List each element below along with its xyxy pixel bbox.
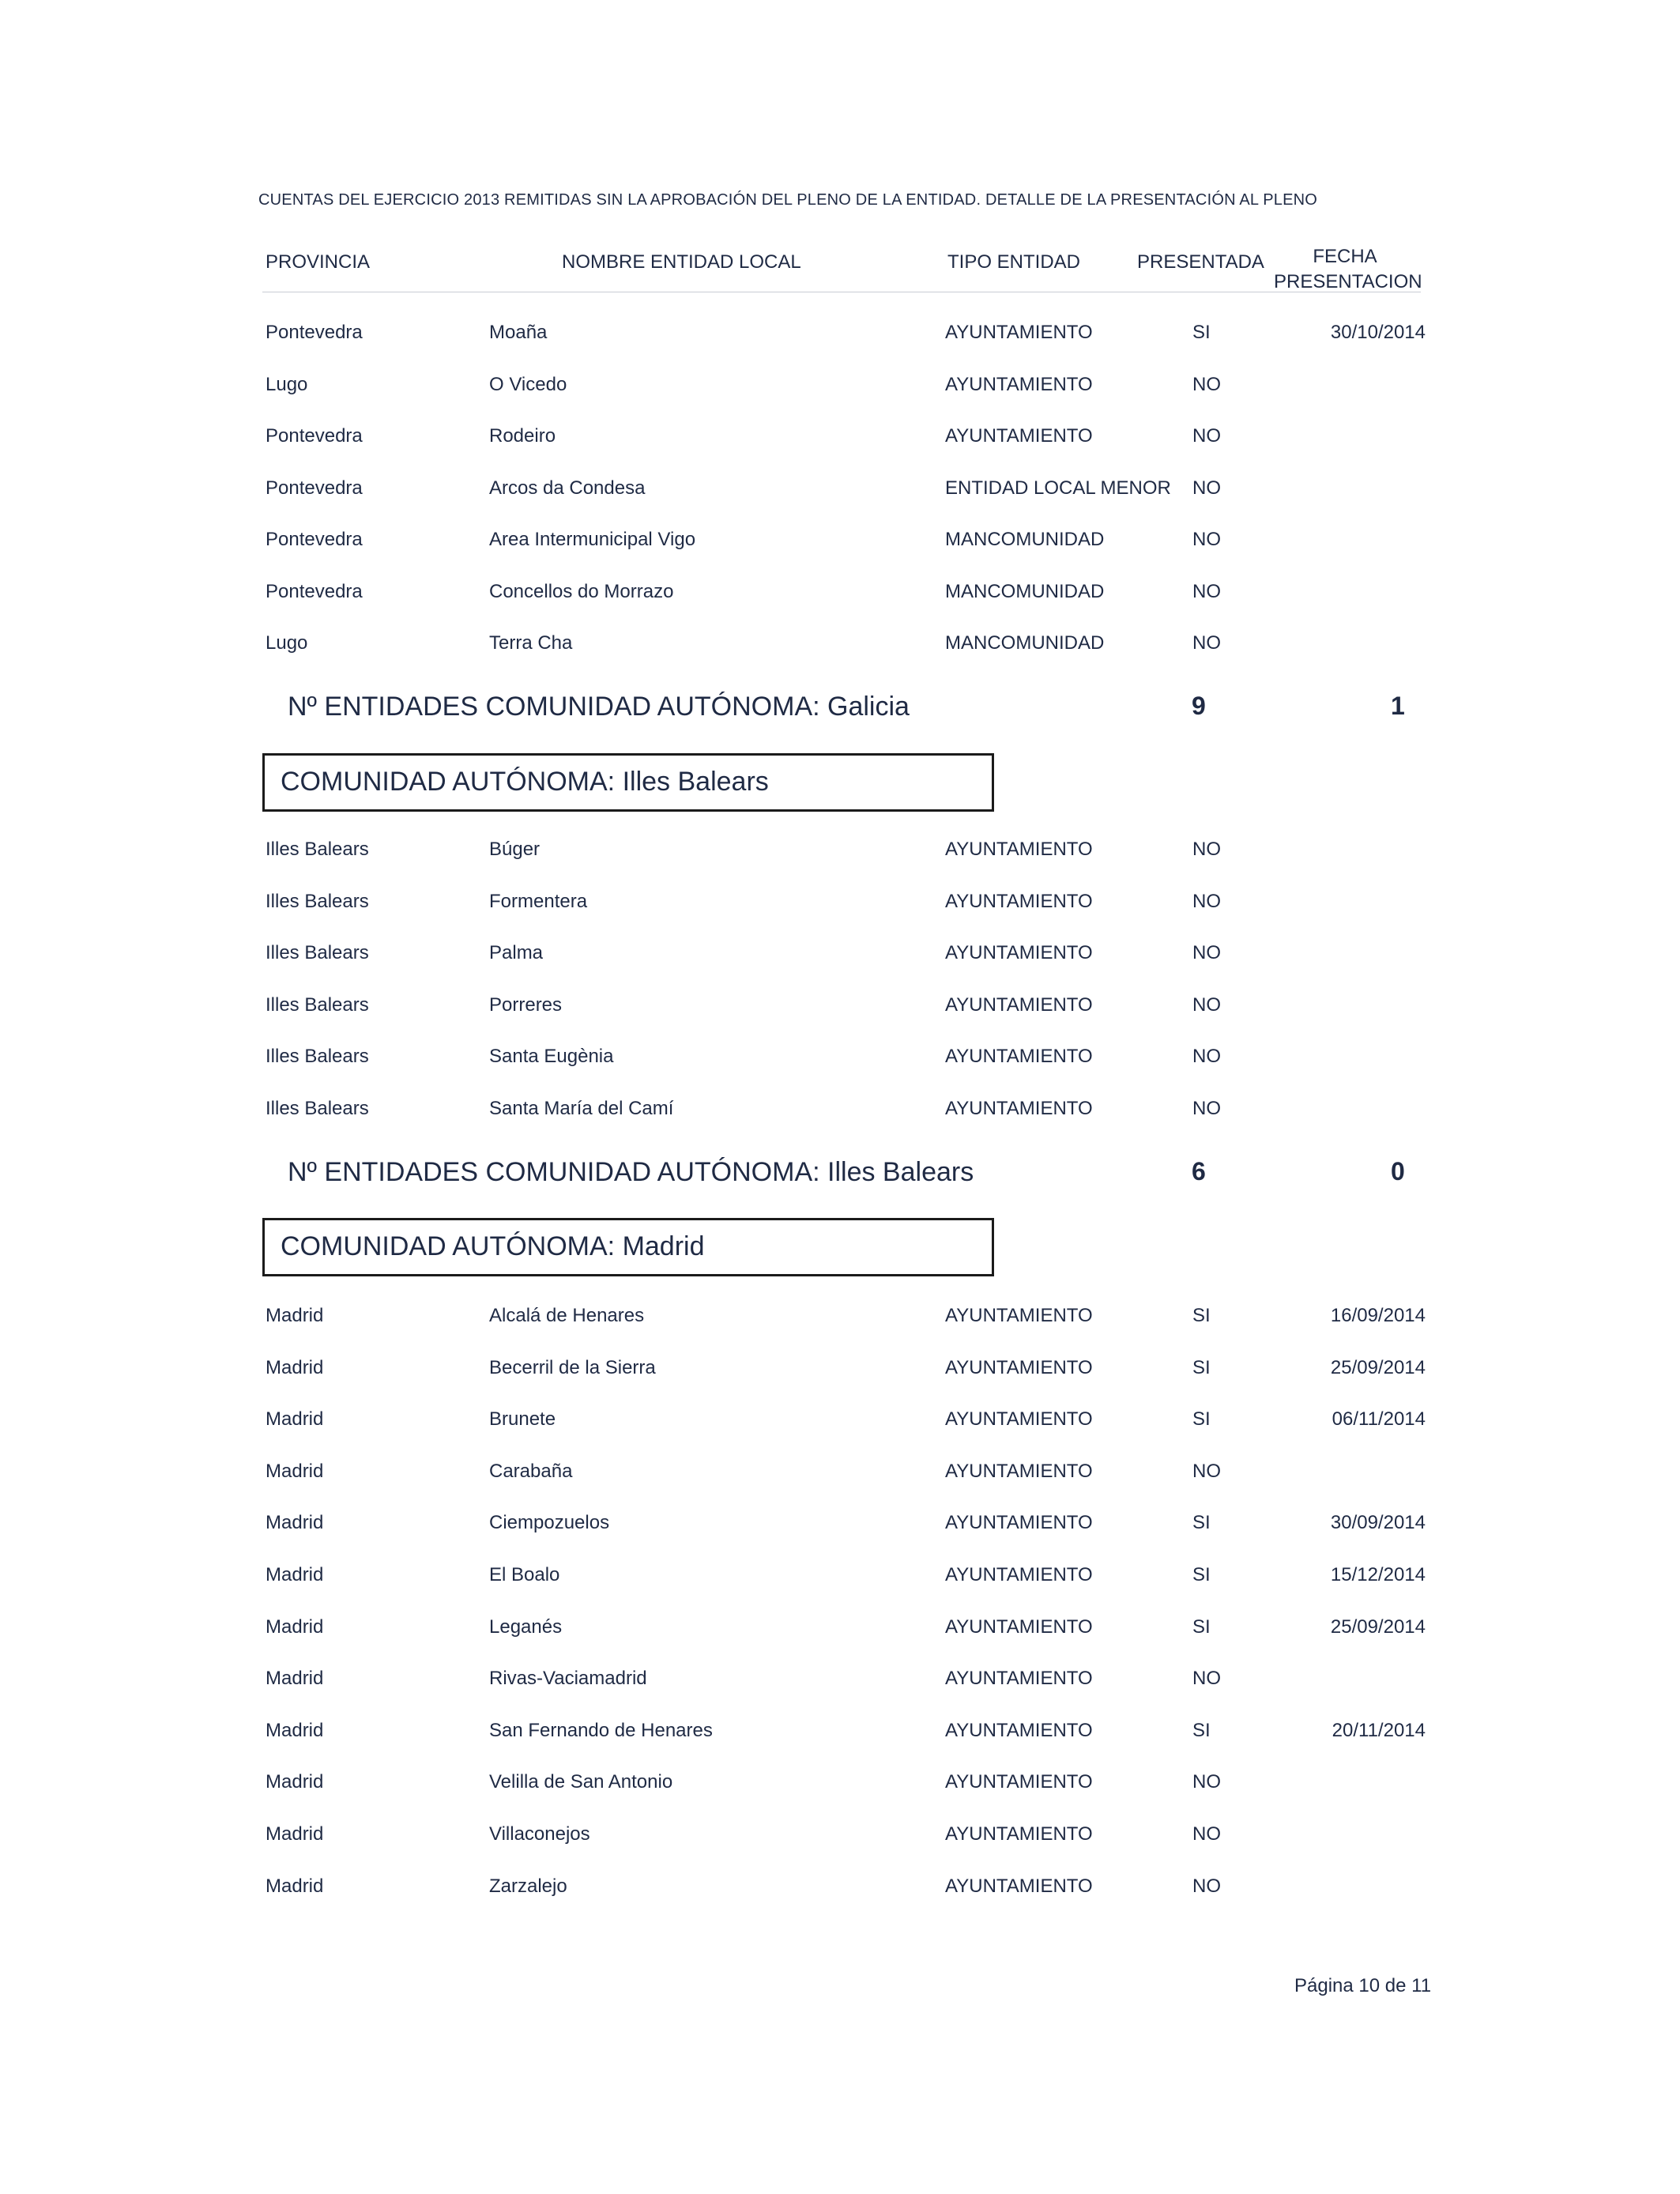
cell-nombre: Villaconejos [489, 1823, 590, 1845]
table-row [0, 1616, 1680, 1648]
cell-fecha: 25/09/2014 [1330, 1615, 1426, 1638]
cell-tipo: AYUNTAMIENTO [945, 1771, 1093, 1793]
cell-provincia: Pontevedra [266, 425, 363, 447]
cell-provincia: Illes Balears [266, 942, 369, 964]
cell-tipo: AYUNTAMIENTO [945, 993, 1093, 1016]
cell-nombre: Porreres [489, 993, 563, 1016]
cell-nombre: Area Intermunicipal Vigo [489, 529, 696, 550]
table-row [0, 425, 1680, 457]
cell-tipo: AYUNTAMIENTO [945, 1564, 1093, 1585]
cell-provincia: Madrid [266, 1719, 324, 1741]
cell-tipo: AYUNTAMIENTO [945, 425, 1093, 447]
table-row [0, 322, 1680, 353]
cell-tipo: AYUNTAMIENTO [945, 1719, 1093, 1741]
cell-tipo: MANCOMUNIDAD [945, 529, 1105, 550]
cell-presentada: SI [1192, 1356, 1211, 1378]
cell-provincia: Madrid [266, 1512, 324, 1534]
table-row [0, 1305, 1680, 1336]
section-title-madrid: COMUNIDAD AUTÓNOMA: Madrid [281, 1231, 705, 1261]
table-row [0, 1823, 1680, 1855]
cell-provincia: Pontevedra [266, 322, 363, 343]
cell-presentada: SI [1192, 322, 1211, 343]
cell-provincia: Pontevedra [266, 477, 363, 499]
cell-presentada: NO [1192, 529, 1221, 550]
cell-presentada: NO [1192, 632, 1221, 654]
cell-provincia: Illes Balears [266, 890, 369, 912]
cell-provincia: Madrid [266, 1771, 324, 1793]
cell-nombre: Leganés [489, 1615, 563, 1638]
cell-nombre: Carabaña [489, 1460, 573, 1482]
cell-nombre: Zarzalejo [489, 1875, 567, 1897]
cell-presentada: NO [1192, 1875, 1221, 1897]
column-header-nombre: NOMBRE ENTIDAD LOCAL [562, 251, 801, 273]
cell-nombre: Ciempozuelos [489, 1512, 610, 1534]
cell-provincia: Pontevedra [266, 580, 363, 602]
cell-tipo: AYUNTAMIENTO [945, 1408, 1093, 1431]
cell-presentada: NO [1192, 839, 1221, 860]
cell-nombre: Alcalá de Henares [489, 1305, 645, 1326]
cell-fecha: 16/09/2014 [1330, 1305, 1426, 1326]
cell-provincia: Illes Balears [266, 1098, 369, 1119]
table-row [0, 891, 1680, 922]
cell-presentada: SI [1192, 1512, 1211, 1534]
galicia-total-label: Nº ENTIDADES COMUNIDAD AUTÓNOMA: Galicia [288, 692, 910, 722]
baleares-total-label: Nº ENTIDADES COMUNIDAD AUTÓNOMA: Illes Balears [288, 1157, 974, 1187]
table-row [0, 1720, 1680, 1751]
table-row [0, 1512, 1680, 1544]
cell-provincia: Madrid [266, 1615, 324, 1638]
cell-tipo: AYUNTAMIENTO [945, 1046, 1093, 1068]
table-row [0, 994, 1680, 1026]
table-row [0, 477, 1680, 509]
cell-nombre: El Boalo [489, 1564, 560, 1585]
cell-provincia: Madrid [266, 1823, 324, 1845]
column-header-fecha-line1: FECHA [1313, 246, 1377, 267]
cell-nombre: Moaña [489, 322, 548, 343]
cell-presentada: NO [1192, 993, 1221, 1016]
galicia-total-count: 9 [1192, 692, 1206, 720]
cell-provincia: Illes Balears [266, 993, 369, 1016]
cell-provincia: Madrid [266, 1564, 324, 1585]
cell-provincia: Madrid [266, 1305, 324, 1326]
cell-tipo: AYUNTAMIENTO [945, 1098, 1093, 1119]
cell-nombre: Becerril de la Sierra [489, 1356, 656, 1378]
table-row [0, 1461, 1680, 1492]
column-header-fecha [1274, 244, 1422, 295]
table-row [0, 1357, 1680, 1389]
table-row [0, 1046, 1680, 1077]
cell-nombre: Palma [489, 942, 544, 964]
baleares-total [0, 1157, 1680, 1197]
cell-nombre: O Vicedo [489, 373, 567, 395]
table-row [0, 374, 1680, 405]
cell-fecha: 30/10/2014 [1330, 322, 1426, 343]
cell-fecha: 15/12/2014 [1330, 1564, 1426, 1585]
cell-tipo: AYUNTAMIENTO [945, 1875, 1093, 1897]
section-box-baleares [262, 753, 994, 812]
cell-nombre: Formentera [489, 890, 588, 912]
cell-provincia: Madrid [266, 1668, 324, 1690]
cell-tipo: AYUNTAMIENTO [945, 1668, 1093, 1690]
galicia-total-presentadas: 1 [1391, 692, 1405, 720]
cell-presentada: SI [1192, 1305, 1211, 1326]
cell-nombre: Santa María del Camí [489, 1098, 674, 1119]
cell-tipo: MANCOMUNIDAD [945, 632, 1105, 654]
cell-nombre: Concellos do Morrazo [489, 580, 674, 602]
cell-provincia: Madrid [266, 1460, 324, 1482]
cell-fecha: 30/09/2014 [1330, 1512, 1426, 1534]
cell-provincia: Lugo [266, 373, 308, 395]
cell-presentada: SI [1192, 1408, 1211, 1431]
table-row [0, 1875, 1680, 1907]
cell-presentada: NO [1192, 425, 1221, 447]
table-row [0, 942, 1680, 974]
cell-presentada: NO [1192, 942, 1221, 964]
table-row [0, 839, 1680, 870]
cell-presentada: NO [1192, 1460, 1221, 1482]
table-row [0, 529, 1680, 560]
page-number: Página 10 de 11 [1294, 1975, 1432, 1996]
table-row [0, 1098, 1680, 1129]
cell-nombre: Rivas-Vaciamadrid [489, 1668, 647, 1690]
cell-presentada: NO [1192, 477, 1221, 499]
cell-tipo: ENTIDAD LOCAL MENOR [945, 477, 1171, 499]
cell-presentada: SI [1192, 1564, 1211, 1585]
cell-tipo: MANCOMUNIDAD [945, 580, 1105, 602]
baleares-total-count: 6 [1192, 1157, 1206, 1186]
column-header-presentada: PRESENTADA [1137, 251, 1264, 273]
cell-provincia: Madrid [266, 1356, 324, 1378]
cell-tipo: AYUNTAMIENTO [945, 322, 1093, 343]
galicia-total [0, 692, 1680, 731]
cell-nombre: Santa Eugènia [489, 1046, 614, 1068]
cell-tipo: AYUNTAMIENTO [945, 839, 1093, 860]
cell-presentada: NO [1192, 373, 1221, 395]
cell-provincia: Madrid [266, 1408, 324, 1431]
cell-provincia: Lugo [266, 632, 308, 654]
cell-nombre: Brunete [489, 1408, 556, 1431]
cell-nombre: Búger [489, 839, 541, 860]
cell-fecha: 25/09/2014 [1330, 1356, 1426, 1378]
cell-presentada: NO [1192, 1823, 1221, 1845]
document-title: CUENTAS DEL EJERCICIO 2013 REMITIDAS SIN LA APROBACIÓN DEL PLENO DE LA ENTIDAD. DETALLE DE LA PRESENTACIÓN AL PLENO [258, 191, 1318, 209]
section-title-baleares: COMUNIDAD AUTÓNOMA: Illes Balears [281, 767, 769, 797]
table-row [0, 632, 1680, 664]
cell-tipo: AYUNTAMIENTO [945, 373, 1093, 395]
cell-presentada: NO [1192, 1668, 1221, 1690]
cell-nombre: Terra Cha [489, 632, 573, 654]
cell-tipo: AYUNTAMIENTO [945, 890, 1093, 912]
cell-presentada: NO [1192, 1771, 1221, 1793]
column-header-tipo: TIPO ENTIDAD [947, 251, 1081, 273]
cell-presentada: SI [1192, 1719, 1211, 1741]
cell-nombre: Rodeiro [489, 425, 556, 447]
cell-tipo: AYUNTAMIENTO [945, 1460, 1093, 1482]
cell-presentada: NO [1192, 1046, 1221, 1068]
cell-fecha: 06/11/2014 [1332, 1408, 1426, 1431]
cell-tipo: AYUNTAMIENTO [945, 1615, 1093, 1638]
table-row [0, 1408, 1680, 1440]
cell-presentada: NO [1192, 1098, 1221, 1119]
cell-presentada: NO [1192, 580, 1221, 602]
cell-nombre: Arcos da Condesa [489, 477, 646, 499]
table-row [0, 1771, 1680, 1803]
cell-fecha: 20/11/2014 [1332, 1719, 1426, 1741]
cell-tipo: AYUNTAMIENTO [945, 1512, 1093, 1534]
table-row [0, 581, 1680, 613]
table-row [0, 1564, 1680, 1596]
cell-provincia: Illes Balears [266, 839, 369, 860]
cell-nombre: San Fernando de Henares [489, 1719, 713, 1741]
baleares-total-presentadas: 0 [1391, 1157, 1405, 1186]
cell-provincia: Madrid [266, 1875, 324, 1897]
cell-tipo: AYUNTAMIENTO [945, 1356, 1093, 1378]
table-row [0, 1668, 1680, 1699]
column-header-provincia: PROVINCIA [266, 251, 371, 273]
cell-presentada: NO [1192, 890, 1221, 912]
cell-tipo: AYUNTAMIENTO [945, 942, 1093, 964]
cell-provincia: Illes Balears [266, 1046, 369, 1068]
section-box-madrid [262, 1218, 994, 1276]
cell-presentada: SI [1192, 1615, 1211, 1638]
cell-nombre: Velilla de San Antonio [489, 1771, 673, 1793]
cell-provincia: Pontevedra [266, 529, 363, 550]
column-header-fecha-line2: PRESENTACION [1274, 271, 1422, 292]
cell-tipo: AYUNTAMIENTO [945, 1305, 1093, 1326]
cell-tipo: AYUNTAMIENTO [945, 1823, 1093, 1845]
